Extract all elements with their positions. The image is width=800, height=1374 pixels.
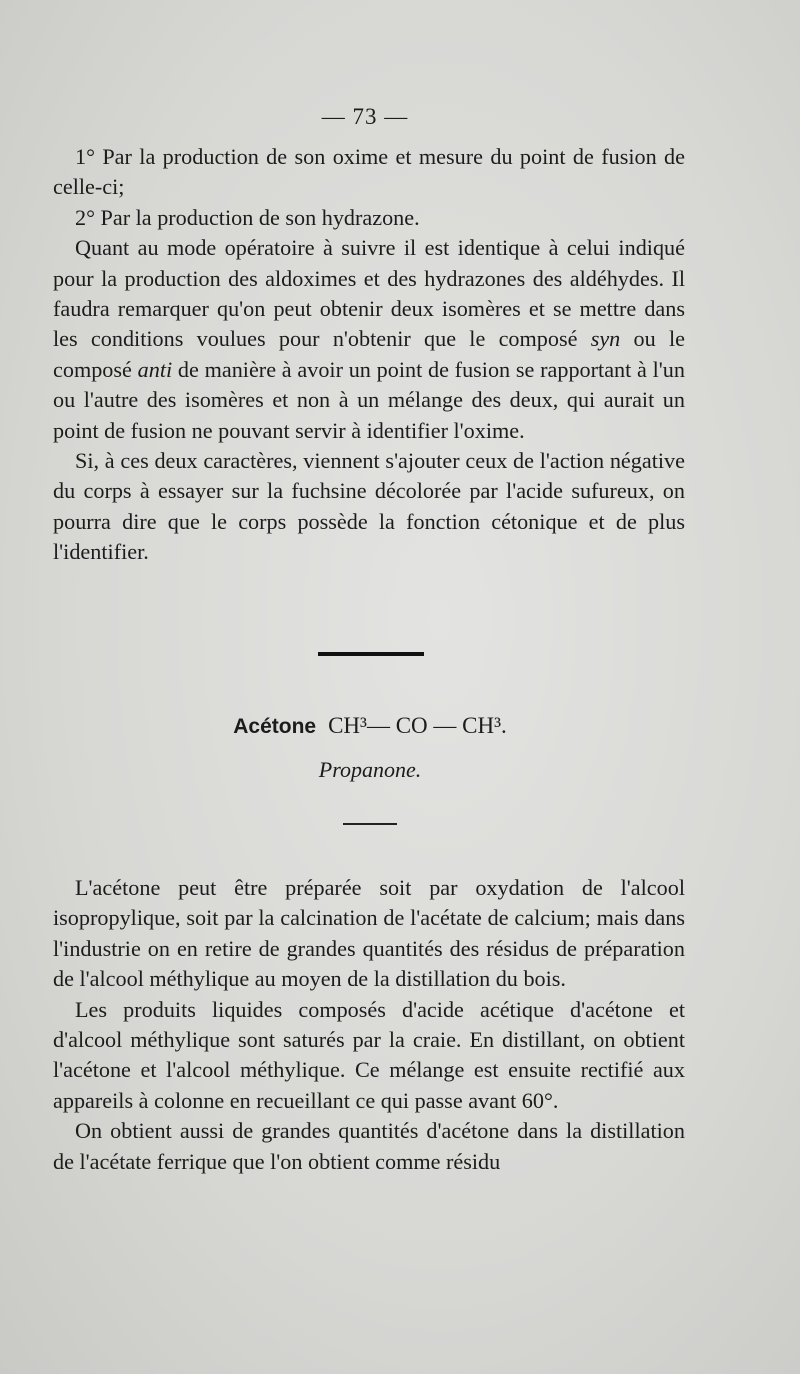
text-segment: de manière à avoir un point de fusion se rapportant à l'un ou l'autre des isomères et non à un mélange des deux, qui aurait un point de fusion ne pouvant servir à identifier l'oxime. bbox=[53, 356, 685, 443]
paragraph-fuchsine: Si, à ces deux caractères, viennent s'ajouter ceux de l'action négative du corps à essayer sur la fuchsine décolorée par l'acide sufureux, on pourra dire que le corps possède la fonction cétonique et de plus l'identifier. bbox=[53, 448, 685, 565]
section-subtitle: Propanone. bbox=[318, 757, 422, 782]
short-divider bbox=[343, 823, 397, 825]
intro-text bbox=[53, 142, 685, 568]
paragraph-operating-mode bbox=[53, 233, 685, 446]
section-title: Acétone bbox=[233, 715, 317, 738]
body-text bbox=[53, 873, 685, 1177]
paragraph-distillation: Les produits liquides composés d'acide acétique d'acétone et d'alcool méthylique sont saturés par la craie. En distillant, on obtient l'acétone et l'alcool méthylique. Ce mélange est ensuite rectifié aux appareils à colonne en recueillant ce qui passe avant 60°. bbox=[53, 996, 685, 1113]
term-syn: syn bbox=[590, 326, 621, 352]
text-segment: Quant au mode opératoire à suivre il est identique à celui indiqué pour la production des aldoximes et des hydrazones des aldéhydes. Il faudra remarquer qu'on peut obtenir deux isomères et se mettre dans les conditions voulues pour n'obtenir que le composé bbox=[53, 235, 685, 352]
page-number: — 73 — bbox=[321, 104, 409, 129]
chemical-formula: CH³— CO — CH³. bbox=[328, 713, 507, 738]
section-divider bbox=[318, 652, 424, 656]
list-item-oxime: 1° Par la production de son oxime et mesure du point de fusion de celle-ci; bbox=[53, 144, 685, 200]
paragraph-preparation: L'acétone peut être préparée soit par oxydation de l'alcool isopropylique, soit par la calcination de l'acétate de calcium; mais dans l'industrie on en retire de grandes quantités des résidus de préparation de l'alcool méthylique au moyen de la distillation du bois. bbox=[53, 875, 685, 992]
list-item-hydrazone: 2° Par la production de son hydrazone. bbox=[75, 204, 420, 230]
section-heading bbox=[0, 713, 740, 739]
text-segment: ou le composé bbox=[53, 326, 685, 382]
term-anti: anti bbox=[137, 356, 173, 382]
paragraph-ferric-acetate: On obtient aussi de grandes quantités d'acétone dans la distillation de l'acétate ferrique que l'on obtient comme résidu bbox=[53, 1118, 685, 1174]
